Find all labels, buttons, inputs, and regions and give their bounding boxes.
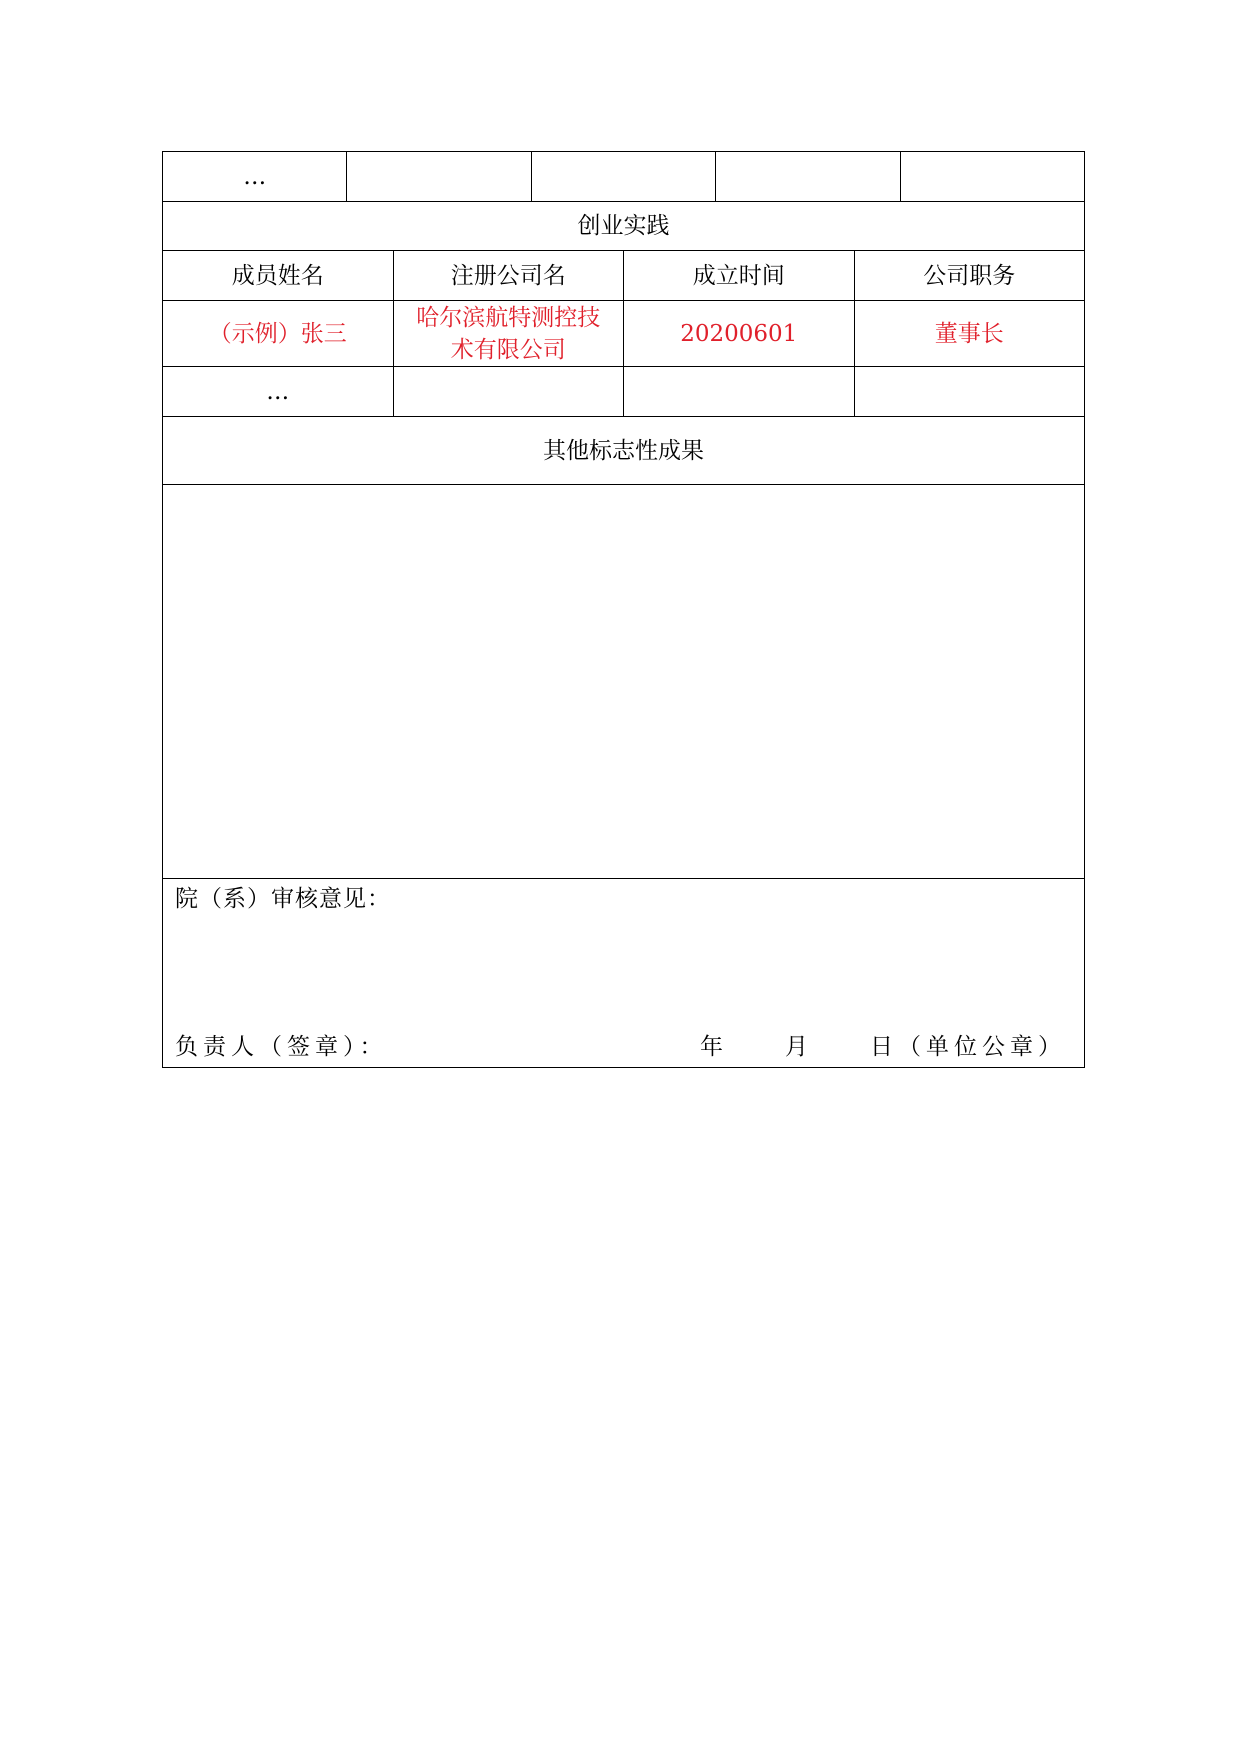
example-position[interactable]: 董事长 [934,320,1004,347]
other-achievements-content[interactable] [163,485,1084,878]
date-year-label: 年 [700,1034,723,1060]
date-seal-line [700,1031,1066,1063]
table-cell-ellipsis[interactable]: … [163,367,394,416]
table-cell-empty[interactable] [394,367,625,416]
example-member-name[interactable]: （示例）张三 [163,301,394,366]
table-cell-empty[interactable] [532,152,716,201]
table-cell-empty[interactable] [347,152,531,201]
header-company-position: 公司职务 [923,262,1016,289]
table-cell-ellipsis[interactable]: … [163,152,347,201]
date-month-label: 月 [785,1034,808,1060]
table-row-blank [163,367,1084,417]
section-header-startup [163,202,1084,251]
section-header-other [163,417,1084,485]
table-header-row [163,251,1084,301]
application-form-table [162,151,1085,1068]
example-company-name-cell[interactable] [394,301,625,366]
header-founding-date: 成立时间 [624,251,855,300]
review-section[interactable] [163,879,1084,1067]
header-member-name: 成员姓名 [163,251,394,300]
table-cell-empty[interactable] [624,367,855,416]
table-row-example [163,301,1084,367]
table-row-continuation [163,152,1084,202]
header-company-name: 注册公司名 [394,251,625,300]
section-title-startup: 创业实践 [577,213,670,239]
example-founding-date[interactable]: 20200601 [624,301,855,366]
date-day-seal-label: 日（单位公章） [870,1034,1066,1060]
section-title-other: 其他标志性成果 [543,437,704,464]
other-achievements-area[interactable] [163,485,1084,879]
table-cell-empty[interactable] [716,152,900,201]
table-cell-empty[interactable] [855,367,1085,416]
table-cell-empty[interactable] [901,152,1084,201]
review-opinion-label: 院（系）审核意见： [175,886,391,912]
signature-label: 负责人（签章）： [175,1034,388,1060]
example-company-name: 哈尔滨航特测控技术有限公司 [416,304,601,363]
